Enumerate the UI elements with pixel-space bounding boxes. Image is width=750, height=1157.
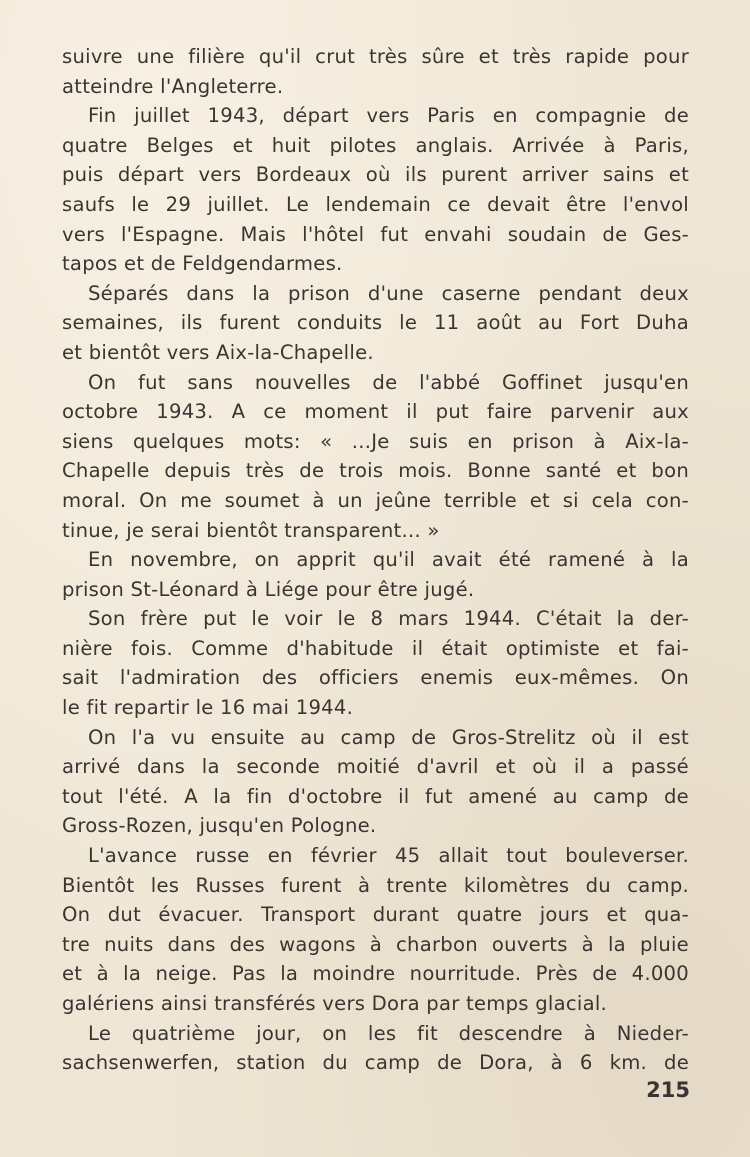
paragraph — [62, 42, 689, 101]
text-line: En novembre, on apprit qu'il avait été ramené à la — [88, 548, 689, 572]
text-line: Séparés dans la prison d'une caserne pendant deux — [88, 281, 689, 305]
paragraph — [62, 723, 689, 841]
text-line: Gross-Rozen, jusqu'en Pologne. — [62, 814, 377, 838]
paragraph — [62, 368, 689, 546]
body-text — [62, 42, 689, 1078]
text-line: galériens ainsi transférés vers Dora par temps glacial. — [62, 992, 608, 1015]
text-line: quatre Belges et huit pilotes anglais. Arrivée à Paris, — [62, 133, 689, 157]
text-line: L'avance russe en février 45 allait tout bouleverser. — [88, 844, 689, 868]
paragraph — [62, 279, 689, 368]
text-line: tre nuits dans des wagons à charbon ouverts à la pluie — [62, 932, 689, 956]
text-line: Son frère put le voir le 8 mars 1944. C'était la der- — [88, 607, 689, 631]
text-line: Le quatrième jour, on les fit descendre à Nieder- — [88, 1021, 689, 1045]
text-line: sachsenwerfen, station du camp de Dora, à 6 km. de — [62, 1051, 689, 1075]
text-line: Bientôt les Russes furent à trente kilomètres du camp. — [62, 873, 689, 897]
text-line: On dut évacuer. Transport durant quatre jours et qua- — [62, 903, 689, 927]
text-line: Fin juillet 1943, départ vers Paris en compagnie de — [88, 104, 689, 128]
text-line: semaines, ils furent conduits le 11 août au Fort Duha — [62, 311, 689, 335]
text-line: On l'a vu ensuite au camp de Gros-Strelitz où il est — [88, 725, 689, 749]
page-number: 215 — [646, 1078, 690, 1102]
text-line: vers l'Espagne. Mais l'hôtel fut envahi soudain de Ges- — [62, 222, 689, 246]
text-line: octobre 1943. A ce moment il put faire parvenir aux — [62, 400, 689, 424]
text-line: On fut sans nouvelles de l'abbé Goffinet jusqu'en — [88, 370, 689, 394]
paragraph — [62, 841, 689, 1019]
text-line: atteindre l'Angleterre. — [62, 74, 284, 98]
text-line: puis départ vers Bordeaux où ils purent arriver sains et — [62, 163, 689, 187]
text-line: nière fois. Comme d'habitude il était optimiste et fai- — [62, 636, 689, 660]
text-line: arrivé dans la seconde moitié d'avril et où il a passé — [62, 755, 689, 779]
text-line: tout l'été. A la fin d'octobre il fut amené au camp de — [62, 784, 689, 808]
text-line: et bientôt vers Aix-la-Chapelle. — [62, 340, 374, 364]
paragraph — [62, 1019, 689, 1078]
text-line: siens quelques mots: « ...Je suis en prison à Aix-la- — [62, 429, 689, 453]
text-line: suivre une filière qu'il crut très sûre et très rapide pour — [62, 45, 689, 68]
text-line: et à la neige. Pas la moindre nourritude. Près de 4.000 — [62, 962, 689, 986]
text-line: moral. On me soumet à un jeûne terrible et si cela con- — [62, 488, 689, 512]
paragraph — [62, 101, 689, 279]
text-line: le fit repartir le 16 mai 1944. — [62, 696, 354, 720]
paragraph — [62, 604, 689, 722]
text-line: Chapelle depuis très de trois mois. Bonne santé et bon — [62, 459, 689, 483]
text-line: prison St-Léonard à Liége pour être jugé. — [62, 577, 475, 601]
text-line: tapos et de Feldgendarmes. — [62, 252, 343, 276]
text-line: saufs le 29 juillet. Le lendemain ce devait être l'envol — [62, 192, 689, 216]
text-line: sait l'admiration des officiers enemis eux-mêmes. On — [62, 666, 689, 690]
text-line: tinue, je serai bientôt transparent... » — [62, 518, 440, 542]
paragraph — [62, 545, 689, 604]
